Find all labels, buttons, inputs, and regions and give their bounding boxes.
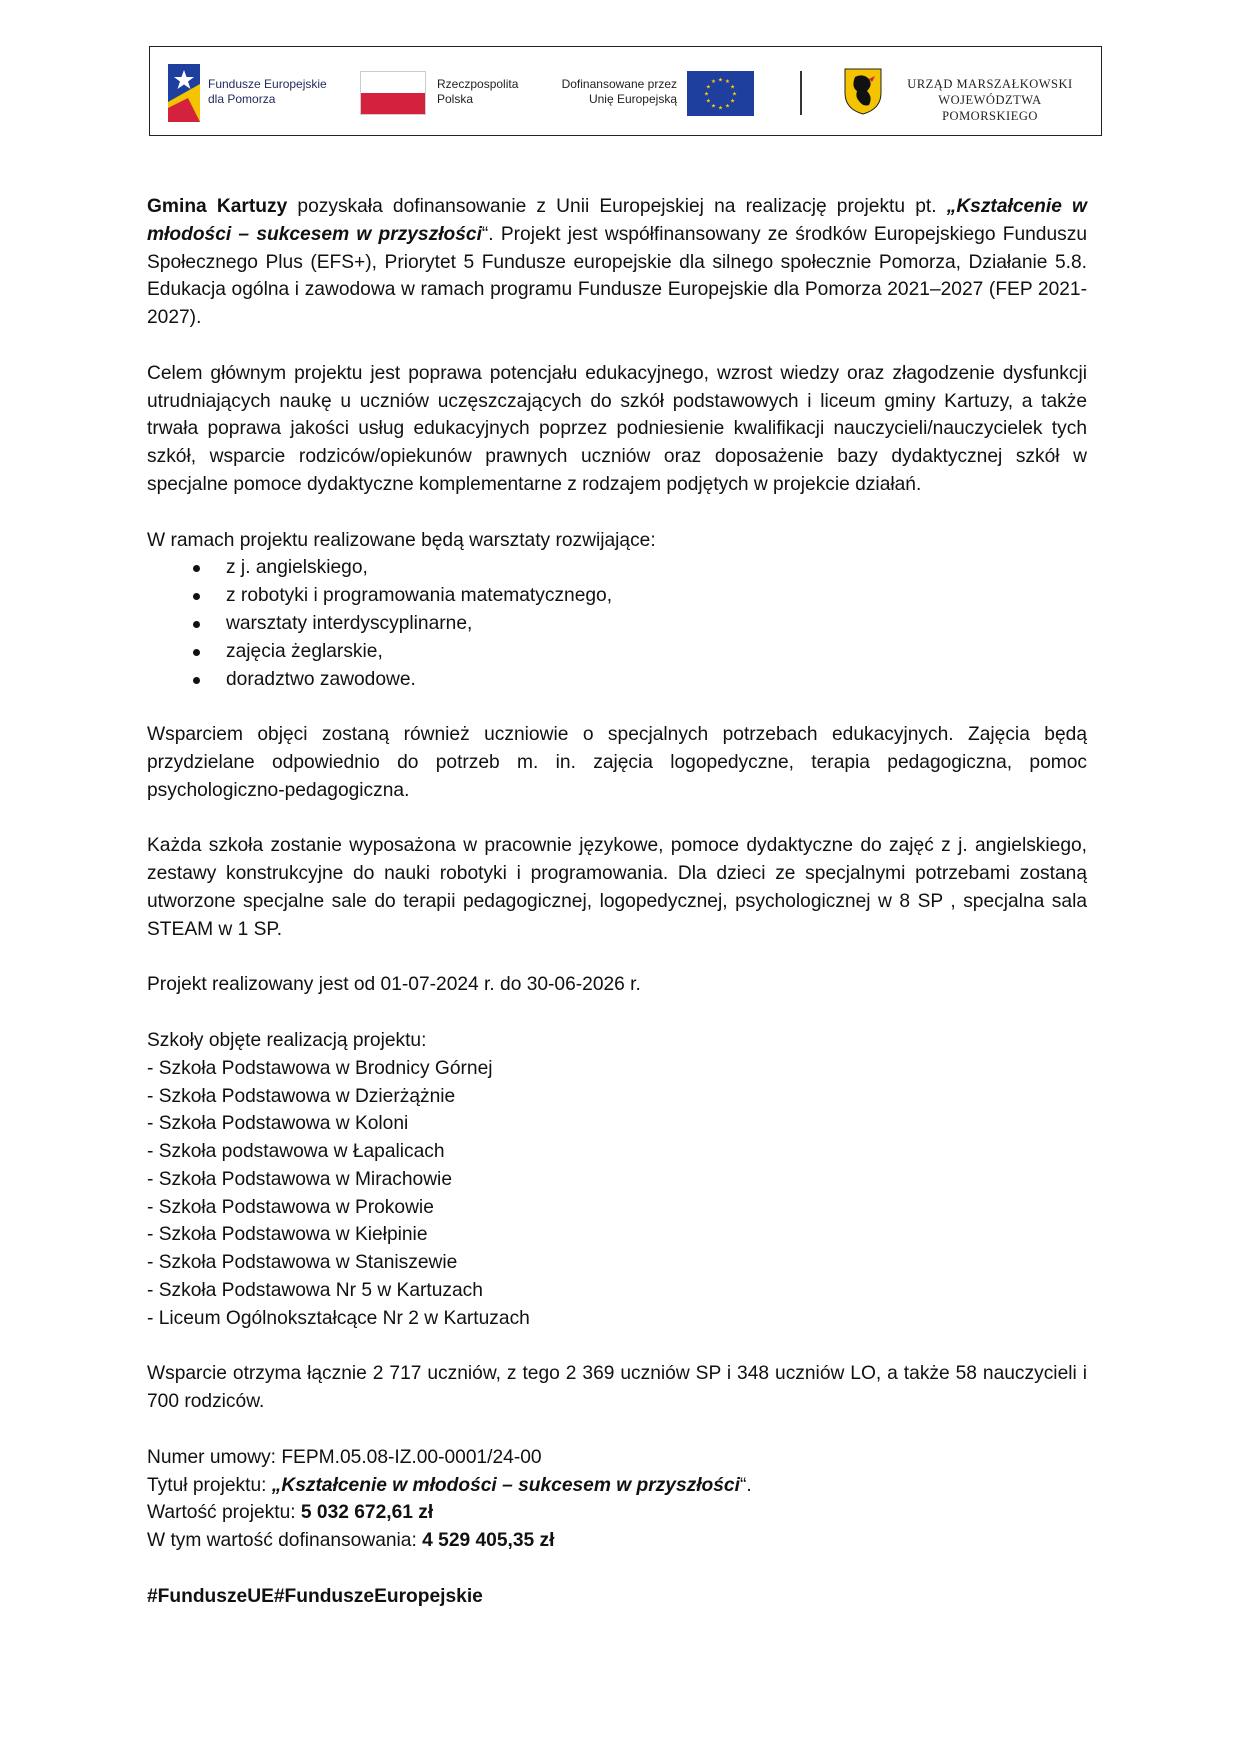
workshops-intro: W ramach projektu realizowane będą warsztaty rozwijające: bbox=[147, 529, 656, 551]
list-item: - Szkoła Podstawowa w Kiełpinie bbox=[147, 1224, 428, 1246]
fe-star-logo-icon bbox=[168, 64, 200, 122]
project-period: Projekt realizowany jest od 01-07-2024 r. do 30-06-2026 r. bbox=[147, 974, 641, 996]
logo-divider bbox=[800, 71, 802, 115]
list-item: - Szkoła Podstawowa w Prokowie bbox=[147, 1196, 434, 1218]
eu-star-icon: ★ bbox=[705, 84, 711, 91]
logo-bar bbox=[149, 46, 1102, 136]
beneficiaries-paragraph: Wsparcie otrzyma łącznie 2 717 uczniów, z tego 2 369 uczniów SP i 348 uczniów LO, a także 58 nauczycieli i 700 rodziców. bbox=[147, 1363, 1087, 1413]
grant-value-line: W tym wartość dofinansowania: 4 529 405,35 zł bbox=[147, 1530, 555, 1552]
schools-list bbox=[147, 1055, 1087, 1333]
project-value-line: Wartość projektu: 5 032 672,61 zł bbox=[147, 1502, 434, 1524]
eu-star-icon: ★ bbox=[732, 91, 737, 98]
list-item: zajęcia żeglarskie, bbox=[147, 638, 1087, 666]
list-item: - Szkoła Podstawowa w Mirachowie bbox=[147, 1168, 452, 1190]
eu-star-icon: ★ bbox=[718, 105, 723, 112]
list-item: z robotyki i programowania matematycznego, bbox=[147, 582, 1087, 610]
eu-logo-text: Dofinansowane przez Unię Europejską bbox=[561, 77, 677, 106]
project-title-inline: „Kształcenie w młodości – sukcesem w przyszłości bbox=[147, 196, 1087, 245]
list-item: - Szkoła Podstawowa w Staniszewie bbox=[147, 1252, 458, 1274]
organization-name: Gmina Kartuzy bbox=[147, 196, 288, 217]
pomorskie-griffin-crest-icon bbox=[843, 67, 883, 115]
bullet-icon bbox=[193, 649, 200, 656]
eu-star-icon: ★ bbox=[730, 98, 736, 105]
bullet-icon bbox=[193, 565, 200, 572]
list-item: - Szkoła podstawowa w Łapalicach bbox=[147, 1141, 445, 1163]
eu-star-icon: ★ bbox=[711, 79, 716, 86]
eu-star-icon: ★ bbox=[704, 91, 709, 98]
eu-star-icon: ★ bbox=[711, 103, 716, 110]
bullet-icon bbox=[193, 677, 200, 684]
list-item: - Liceum Ogólnokształcące Nr 2 w Kartuzach bbox=[147, 1307, 530, 1329]
goal-paragraph: Celem głównym projektu jest poprawa potencjału edukacyjnego, wzrost wiedzy oraz złagodzenie dysfunkcji utrudniających naukę u uczniów uczęszczających do szkół podstawowych i liceum gminy Kartuzy, a także trwała poprawa jakości usług edukacyjnych poprzez podniesienie kwalifikacji nauczycieli/nauczycielek tych szkół, wsparcie rodziców/opiekunów prawnych uczniów oraz doposażenie bazy dydaktycznej szkół w specjalne pomoce dydaktyczne komplementarne z rodzajem podjętych w projekcie działań. bbox=[147, 362, 1087, 495]
intro-paragraph: Gmina Kartuzy pozyskała dofinansowanie z Unii Europejskiej na realizację projektu pt. „Kształcenie w młodości – sukcesem w przyszłości“. Projekt jest współfinansowany ze środków Europejskiego Funduszu Społecznego Plus (EFS+), Priorytet 5 Fundusze europejskie dla silnego społecznie Pomorza, Działanie 5.8. Edukacja ogólna i zawodowa w ramach programu Fundusze Europejskie dla Pomorza 2021–2027 (FEP 2021-2027). bbox=[147, 196, 1087, 329]
eu-star-icon: ★ bbox=[725, 79, 730, 86]
list-item: - Szkoła Podstawowa w Brodnicy Górnej bbox=[147, 1057, 493, 1079]
contract-number: Numer umowy: FEPM.05.08-IZ.00-0001/24-00 bbox=[147, 1446, 542, 1468]
bullet-icon bbox=[193, 593, 200, 600]
bullet-icon bbox=[193, 621, 200, 628]
document-body bbox=[147, 193, 1087, 1611]
eu-flag-icon bbox=[687, 71, 754, 116]
eu-star-icon: ★ bbox=[718, 77, 723, 84]
equipment-paragraph: Każda szkoła zostanie wyposażona w pracownie językowe, pomoce dydaktyczne do zajęć z j. angielskiego, zestawy konstrukcyjne do nauki robotyki i programowania. Dla dzieci ze specjalnymi potrzebami zostaną utworzone specjalne sale do terapii pedagogicznej, logopedycznej, psychologicznej w 8 SP , specjalna sala STEAM w 1 SP. bbox=[147, 835, 1087, 940]
list-item: z j. angielskiego, bbox=[147, 554, 1087, 582]
schools-intro: Szkoły objęte realizacją projektu: bbox=[147, 1029, 427, 1051]
eu-star-icon: ★ bbox=[725, 103, 730, 110]
list-item: - Szkoła Podstawowa Nr 5 w Kartuzach bbox=[147, 1280, 483, 1302]
list-item: - Szkoła Podstawowa w Dzierżążnie bbox=[147, 1085, 456, 1107]
polish-flag-icon bbox=[360, 71, 426, 115]
eu-star-icon: ★ bbox=[705, 98, 711, 105]
um-logo-text: URZĄD MARSZAŁKOWSKI WOJEWÓDZTWA POMORSKIEGO bbox=[907, 77, 1073, 123]
pl-logo-text: Rzeczpospolita Polska bbox=[437, 77, 519, 106]
list-item: - Szkoła Podstawowa w Koloni bbox=[147, 1113, 409, 1135]
eu-star-icon: ★ bbox=[730, 84, 736, 91]
project-title-line: Tytuł projektu: „Kształcenie w młodości – sukcesem w przyszłości“. bbox=[147, 1474, 752, 1496]
list-item: warsztaty interdyscyplinarne, bbox=[147, 610, 1087, 638]
workshops-list bbox=[147, 554, 1087, 693]
hashtags: #FunduszeUE#FunduszeEuropejskie bbox=[147, 1585, 483, 1607]
list-item: doradztwo zawodowe. bbox=[147, 666, 1087, 694]
special-needs-paragraph: Wsparciem objęci zostaną również uczniowie o specjalnych potrzebach edukacyjnych. Zajęcia będą przydzielane odpowiednio do potrzeb m. in. zajęcia logopedyczne, terapia pedagogiczna, pomoc psychologiczno-pedagogiczna. bbox=[147, 724, 1087, 801]
fe-logo-text: Fundusze Europejskie dla Pomorza bbox=[208, 77, 327, 106]
